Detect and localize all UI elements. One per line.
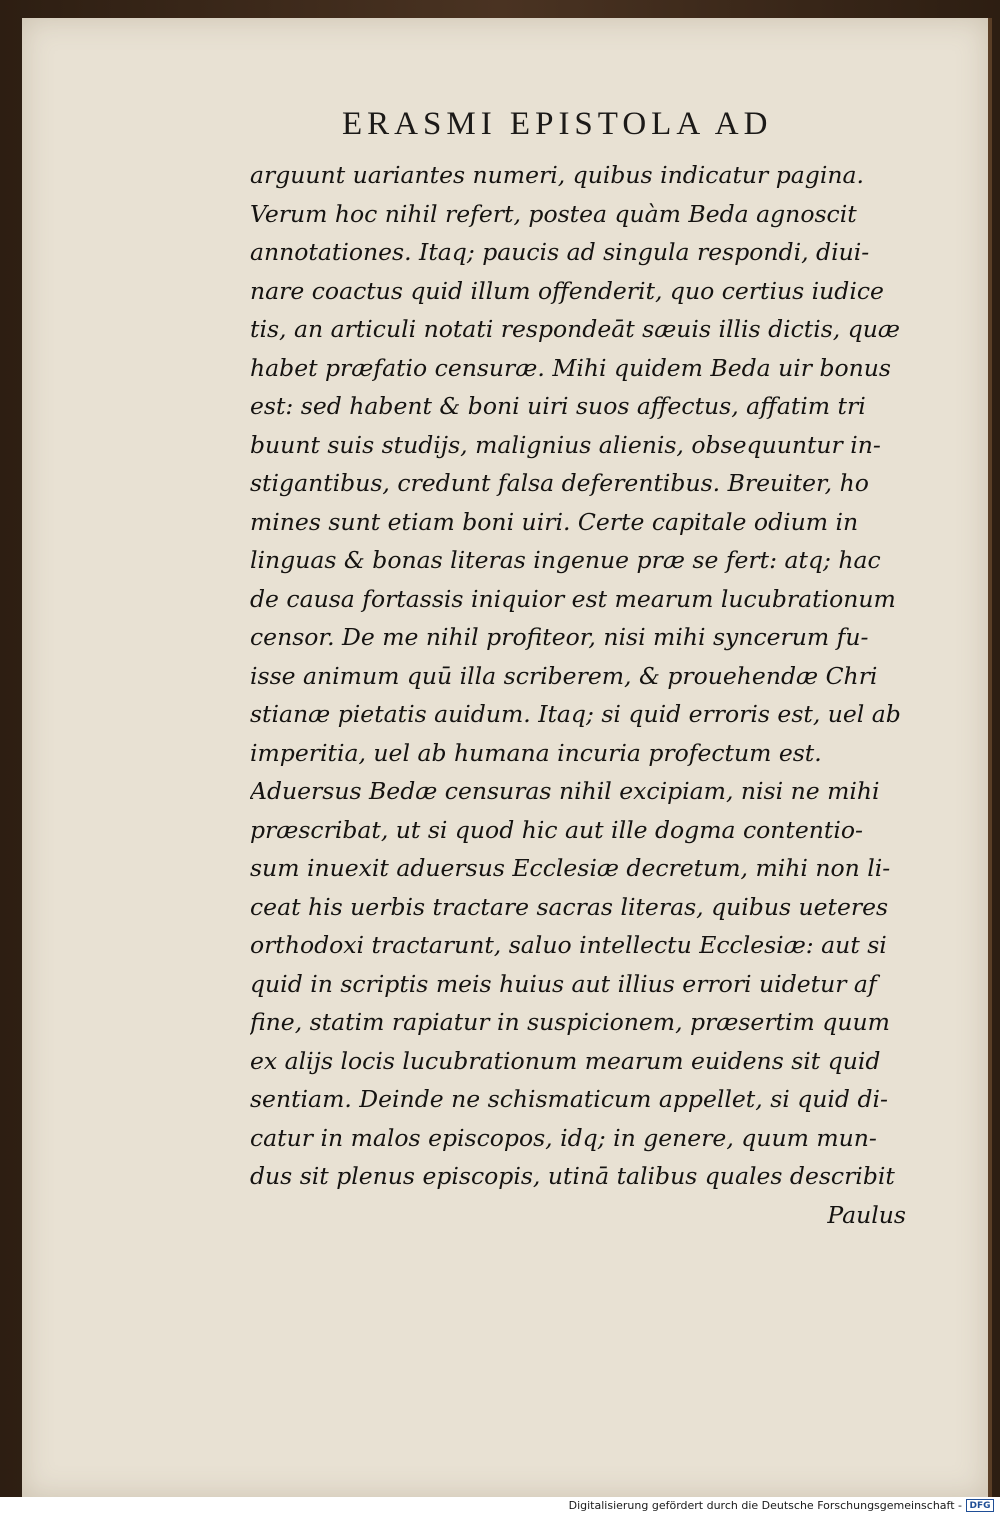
text-line: catur in malos episcopos, idq; in genere, quum mun- — [250, 1123, 877, 1152]
text-line: Aduersus Bedæ censuras nihil excipiam, nisi ne mihi — [250, 777, 880, 805]
catchword: Paulus — [827, 1200, 906, 1229]
text-line: præscribat, ut si quod hic aut ille dogma contentio- — [250, 815, 863, 844]
funding-credit: Digitalisierung gefördert durch die Deutsche Forschungsgemeinschaft - — [568, 1499, 962, 1512]
text-line: ceat his uerbis tractare sacras literas, quibus ueteres — [250, 892, 889, 921]
text-line: buunt suis studijs, malignius alienis, obsequuntur in- — [250, 430, 881, 459]
text-line: sum inuexit aduersus Ecclesiæ decretum, mihi non li- — [250, 854, 891, 882]
text-line: stigantibus, credunt falsa deferentibus. Breuiter, ho — [250, 469, 869, 497]
text-line: ex alijs locis lucubrationum mearum euidens sit quid — [250, 1046, 881, 1075]
text-line: censor. De me nihil profiteor, nisi mihi syncerum fu- — [250, 623, 869, 651]
text-line: dus sit plenus episcopis, utinā talibus quales describit — [250, 1162, 895, 1190]
dfg-logo: DFG — [966, 1499, 994, 1512]
text-line: mines sunt etiam boni uiri. Certe capitale odium in — [250, 507, 859, 536]
footer-bar — [0, 1497, 1000, 1515]
text-line: nare coactus quid illum offenderit, quo certius iudice — [250, 276, 884, 305]
text-line: sentiam. Deinde ne schismaticum appellet, si quid di- — [250, 1085, 888, 1113]
body-text — [250, 156, 910, 1234]
text-line: Verum hoc nihil refert, postea quàm Beda agnoscit — [250, 199, 857, 228]
text-line: quid in scriptis meis huius aut illius errori uidetur af — [250, 969, 877, 998]
text-line: orthodoxi tractarunt, saluo intellectu Ecclesiæ: aut si — [250, 931, 887, 959]
text-line: tis, an articuli notati respondeāt sæuis illis dictis, quæ — [250, 315, 901, 343]
text-line: fine, statim rapiatur in suspicionem, præsertim quum — [250, 1008, 890, 1036]
book-page — [22, 18, 992, 1498]
text-line: arguunt uariantes numeri, quibus indicatur pagina. — [250, 161, 864, 189]
text-line: imperitia, uel ab humana incuria profectum est. — [250, 738, 822, 767]
text-line: de causa fortassis iniquior est mearum lucubrationum — [250, 584, 896, 613]
text-line: habet præfatio censuræ. Mihi quidem Beda uir bonus — [250, 353, 891, 382]
running-header: ERASMI EPISTOLA AD — [342, 106, 773, 142]
text-line: stianæ pietatis auidum. Itaq; si quid erroris est, uel ab — [250, 700, 901, 728]
text-line: linguas & bonas literas ingenue præ se fert: atq; hac — [250, 546, 881, 574]
text-line: isse animum quū illa scriberem, & prouehendæ Chri — [250, 661, 878, 690]
text-line: annotationes. Itaq; paucis ad singula respondi, diui- — [250, 238, 870, 266]
text-line: est: sed habent & boni uiri suos affectus, affatim tri — [250, 392, 866, 420]
